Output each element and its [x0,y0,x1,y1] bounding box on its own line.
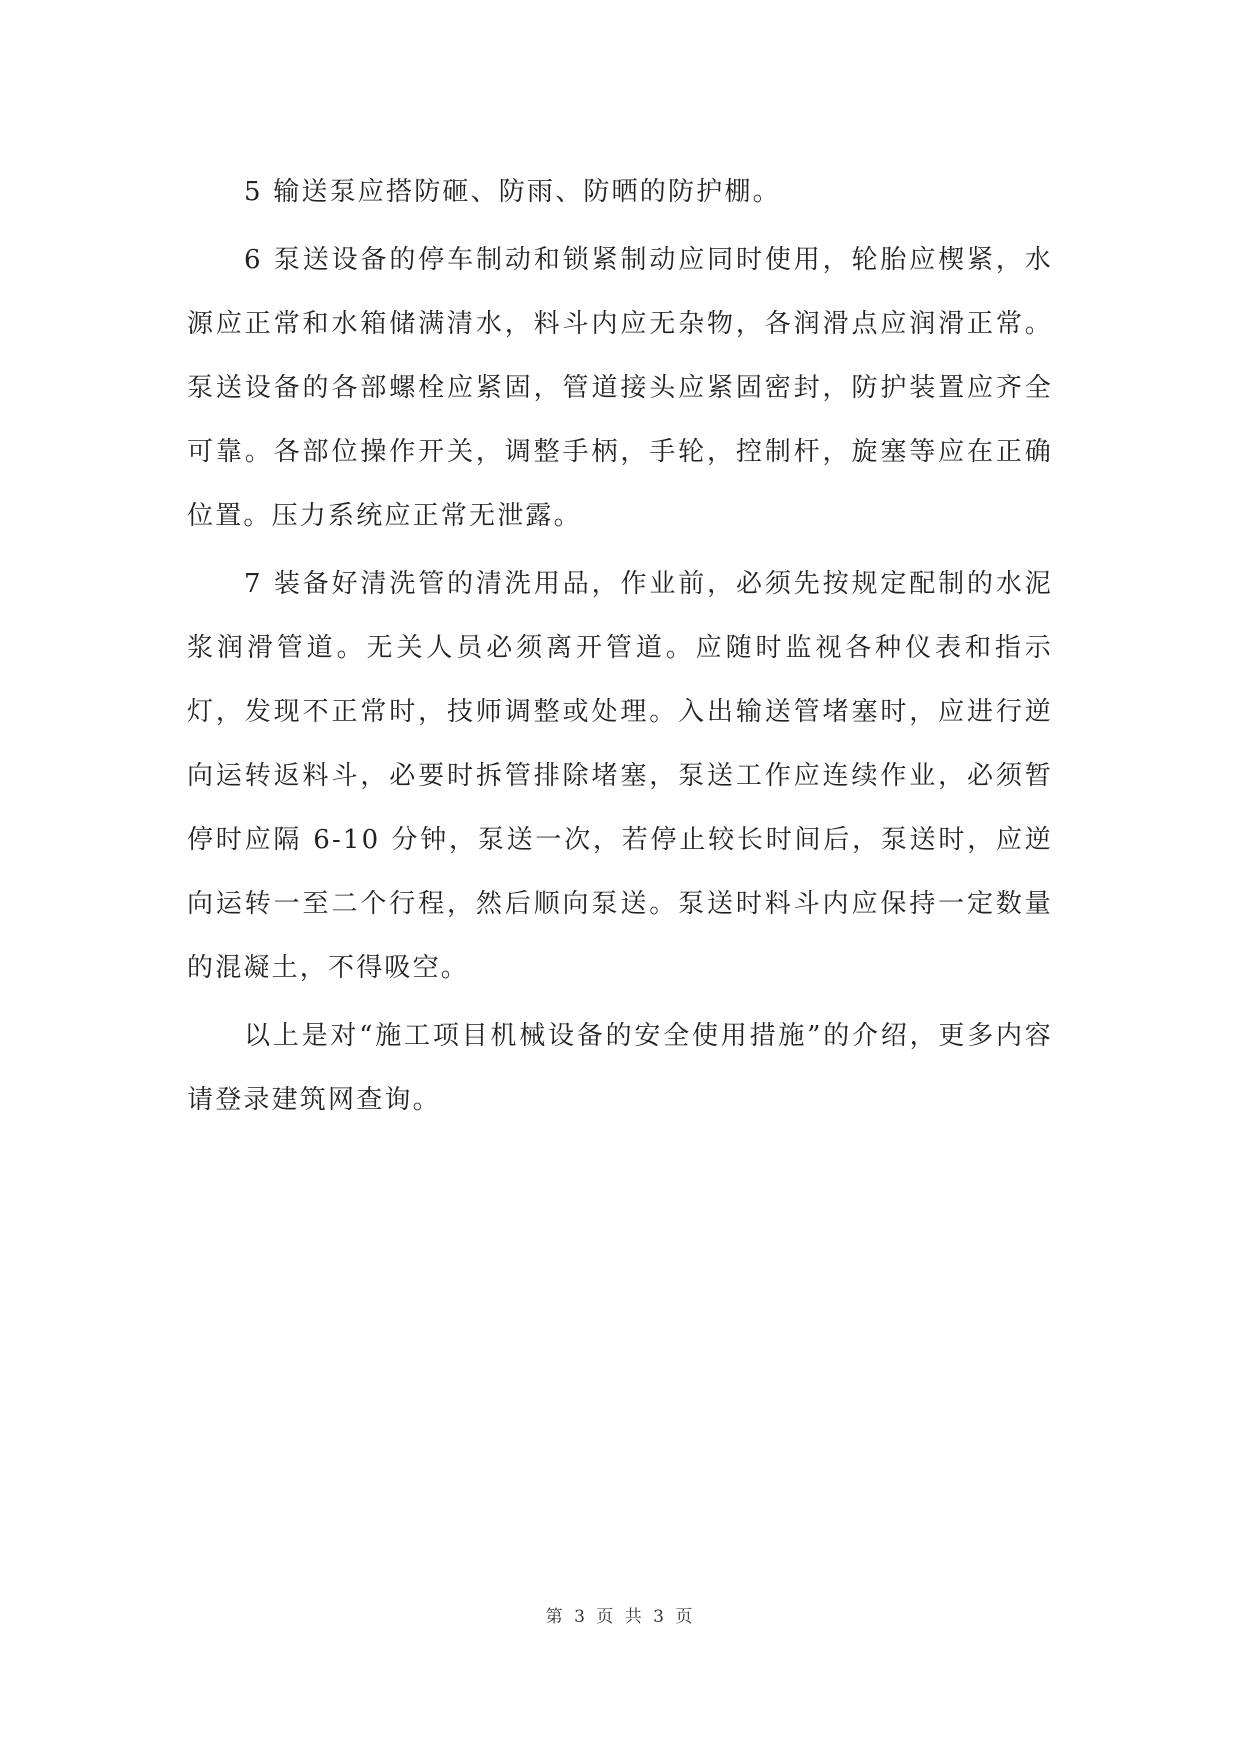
document-body [187,160,1053,1136]
paragraph-closing-note: 以上是对“施工项目机械设备的安全使用措施”的介绍，更多内容请登录建筑网查询。 [187,1021,1053,1115]
paragraph-7-pumping-operation: 7 装备好清洗管的清洗用品，作业前，必须先按规定配制的水泥浆润滑管道。无关人员必须离开管道。应随时监视各种仪表和指示灯，发现不正常时，技师调整或处理。入出输送管堵塞时，应进行逆向运转返料斗，必要时拆管排除堵塞，泵送工作应连续作业，必须暂停时应隔 6-10 分钟，泵送一次，若停止较长时间后，泵送时，应逆向运转一至二个行程，然后顺向泵送。泵送时料斗内应保持一定数量的混凝土，不得吸空。 [187,569,1053,983]
paragraph-5-protective-shed: 5 输送泵应搭防砸、防雨、防晒的防护棚。 [244,177,781,207]
paragraph-6-pump-equipment-check: 6 泵送设备的停车制动和锁紧制动应同时使用，轮胎应楔紧，水源应正常和水箱储满清水，料斗内应无杂物，各润滑点应润滑正常。泵送设备的各部螺栓应紧固，管道接头应紧固密封，防护装置应齐全可靠。各部位操作开关，调整手柄，手轮，控制杆，旋塞等应在正确位置。压力系统应正常无泄露。 [187,245,1053,531]
page-number-footer: 第 3 页 共 3 页 [545,1607,696,1627]
